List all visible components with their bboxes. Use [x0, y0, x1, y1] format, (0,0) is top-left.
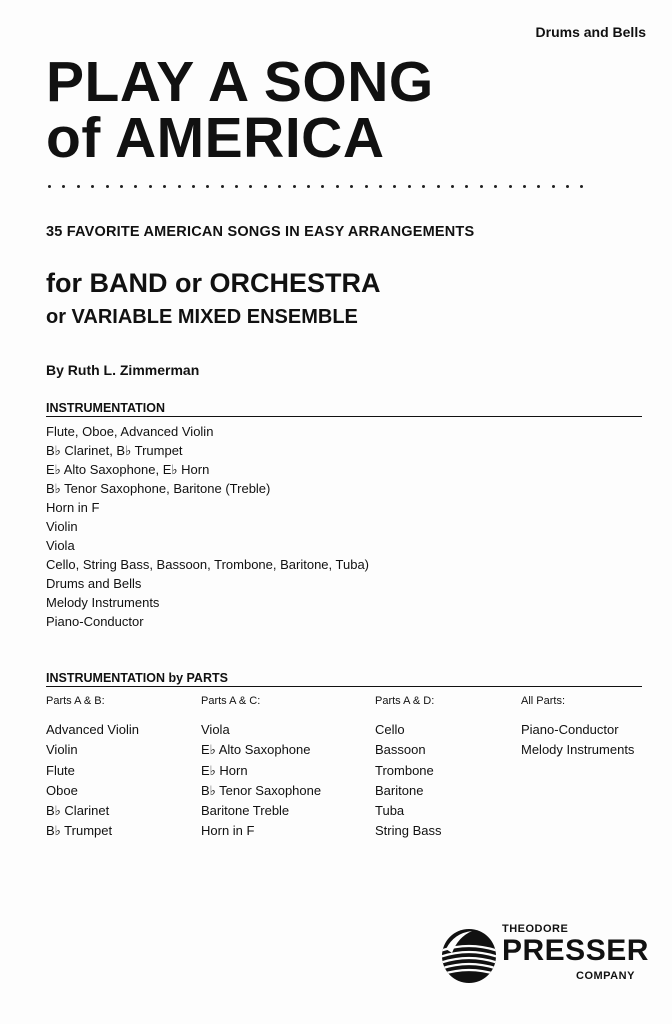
subtitle: 35 FAVORITE AMERICAN SONGS IN EASY ARRANGEMENTS: [46, 224, 475, 240]
parts-column-a-b: [46, 694, 139, 842]
list-item: B♭ Clarinet, B♭ Trumpet: [46, 443, 183, 458]
divider-dot: [120, 185, 123, 188]
divider-dot: [149, 185, 152, 188]
divider-dot: [249, 185, 252, 188]
ensemble-line-2: or VARIABLE MIXED ENSEMBLE: [46, 306, 358, 328]
divider-dot: [566, 185, 569, 188]
column-heading: Parts A & C:: [201, 695, 261, 707]
divider-dot: [480, 185, 483, 188]
divider-dot: [221, 185, 224, 188]
list-item: Violin: [46, 742, 78, 758]
list-item: E♭ Alto Saxophone, E♭ Horn: [46, 462, 210, 477]
list-item: B♭ Clarinet: [46, 803, 110, 819]
divider-dot: [293, 185, 296, 188]
column-heading: Parts A & D:: [375, 695, 435, 707]
divider-dot: [408, 185, 411, 188]
divider-dot: [62, 185, 65, 188]
list-item: Cello, String Bass, Bassoon, Trombone, Baritone, Tuba): [46, 557, 370, 572]
column-heading: Parts A & B:: [46, 695, 105, 707]
list-item: Melody Instruments: [46, 595, 160, 610]
list-item: Melody Instruments: [521, 742, 635, 758]
divider-dot: [509, 185, 512, 188]
publisher-name-line-1: THEODORE: [502, 923, 569, 935]
list-item: Bassoon: [375, 742, 426, 758]
list-item: B♭ Tenor Saxophone, Baritone (Treble): [46, 481, 271, 496]
column-heading: All Parts:: [521, 695, 566, 707]
list-item: E♭ Alto Saxophone: [201, 742, 311, 758]
divider-dot: [264, 185, 267, 188]
divider-dot: [494, 185, 497, 188]
divider-dot: [393, 185, 396, 188]
divider-dot: [77, 185, 80, 188]
parts-column-a-d: [375, 694, 441, 842]
list-item: String Bass: [375, 823, 442, 839]
parts-column-all: [521, 694, 634, 761]
divider-dot: [91, 185, 94, 188]
divider-dot: [307, 185, 310, 188]
divider-dot: [178, 185, 181, 188]
divider-dot: [336, 185, 339, 188]
publisher-name-line-3: COMPANY: [576, 970, 635, 982]
instrumentation-list: [46, 422, 369, 631]
list-item: Horn in F: [201, 823, 255, 839]
divider-dot: [134, 185, 137, 188]
divider-dot: [437, 185, 440, 188]
title-line-2: of AMERICA: [46, 106, 385, 170]
list-item: Viola: [201, 722, 230, 737]
divider-dot: [278, 185, 281, 188]
instrumentation-heading: INSTRUMENTATION: [46, 401, 642, 417]
divider-dot: [206, 185, 209, 188]
divider-dot: [192, 185, 195, 188]
list-item: Piano-Conductor: [521, 722, 619, 737]
parts-column-a-c: [201, 694, 321, 842]
divider-dot: [106, 185, 109, 188]
list-item: B♭ Trumpet: [46, 823, 113, 839]
list-item: Piano-Conductor: [46, 614, 144, 629]
divider-dot: [465, 185, 468, 188]
divider-dot: [537, 185, 540, 188]
list-item: B♭ Tenor Saxophone: [201, 782, 322, 798]
list-item: Advanced Violin: [46, 722, 139, 737]
list-item: Horn in F: [46, 500, 100, 515]
list-item: Drums and Bells: [46, 576, 142, 591]
parts-heading: INSTRUMENTATION by PARTS: [46, 671, 642, 687]
divider-dot: [552, 185, 555, 188]
dotted-divider: [48, 185, 608, 193]
divider-dot: [523, 185, 526, 188]
divider-dot: [350, 185, 353, 188]
list-item: Trombone: [375, 762, 434, 778]
divider-dot: [321, 185, 324, 188]
list-item: Viola: [46, 538, 75, 553]
list-item: Tuba: [375, 803, 405, 819]
divider-dot: [365, 185, 368, 188]
author: By Ruth L. Zimmerman: [46, 362, 200, 378]
divider-dot: [379, 185, 382, 188]
globe-icon: [440, 927, 498, 985]
title-line-1: PLAY A SONG: [46, 50, 434, 114]
list-item: Cello: [375, 722, 405, 737]
ensemble-line-1: for BAND or ORCHESTRA: [46, 268, 381, 298]
divider-dot: [580, 185, 583, 188]
list-item: Baritone: [375, 782, 424, 798]
list-item: Violin: [46, 519, 78, 534]
title: [46, 50, 434, 170]
list-item: Baritone Treble: [201, 803, 290, 819]
publisher-name-line-2: PRESSER: [502, 934, 649, 967]
divider-dot: [235, 185, 238, 188]
publisher-logo: [440, 923, 649, 989]
list-item: Flute, Oboe, Advanced Violin: [46, 424, 214, 439]
divider-dot: [163, 185, 166, 188]
divider-dot: [422, 185, 425, 188]
list-item: E♭ Horn: [201, 762, 248, 778]
part-label: Drums and Bells: [535, 24, 646, 40]
divider-dot: [48, 185, 51, 188]
list-item: Oboe: [46, 782, 78, 798]
divider-dot: [451, 185, 454, 188]
list-item: Flute: [46, 762, 75, 778]
